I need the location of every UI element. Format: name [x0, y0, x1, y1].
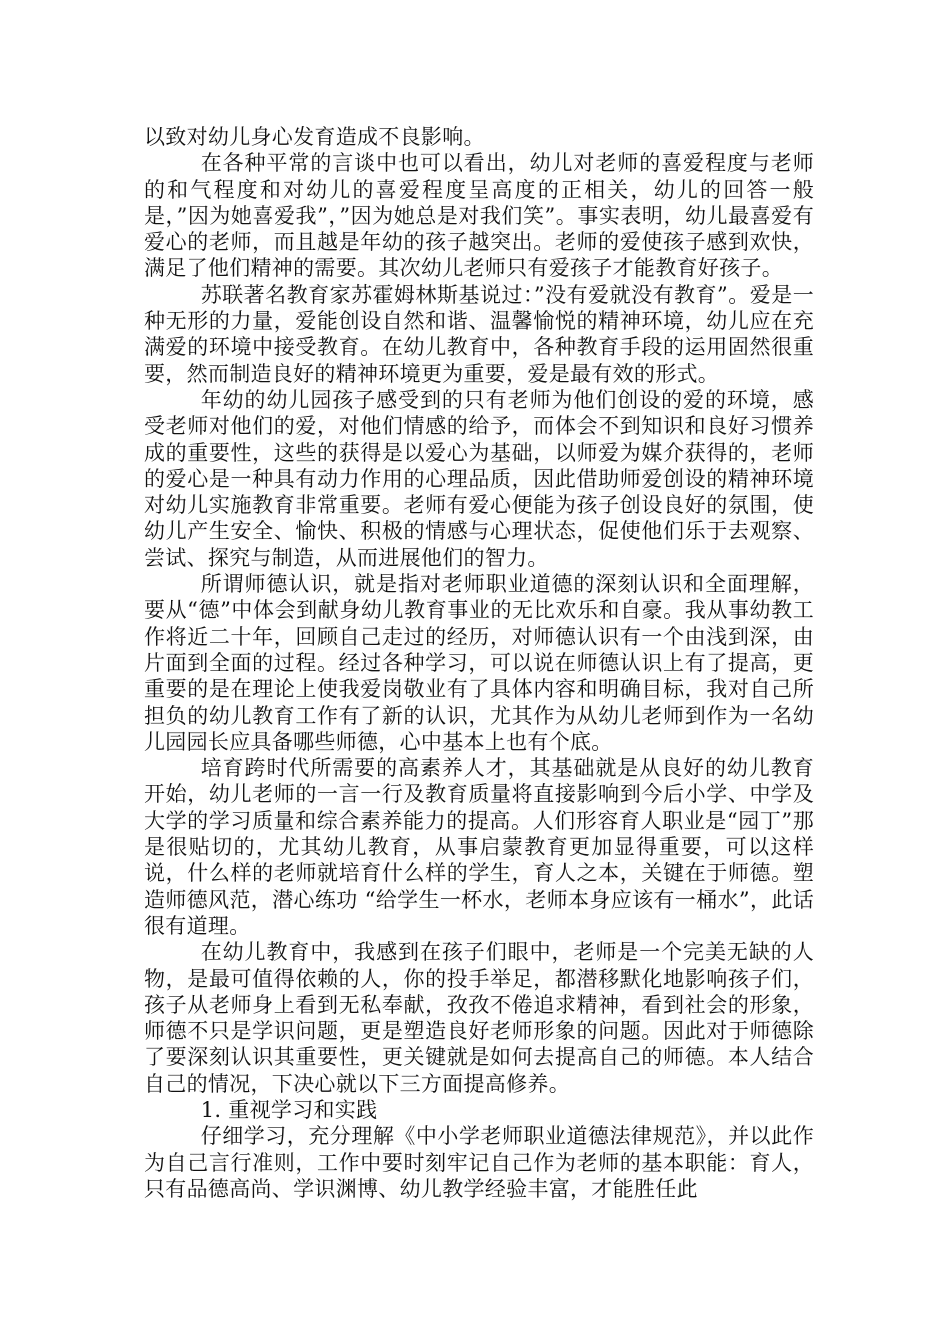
section-heading: 1. 重视学习和实践 — [200, 1097, 378, 1122]
paragraph-1: 以致对幼儿身心发育造成不良影响。 — [144, 125, 485, 149]
document-page — [144, 124, 814, 1202]
paragraph-2: 在各种平常的言谈中也可以看出，幼儿对老师的喜爱程度与老师的和气程度和对幼儿的喜爱程度呈高度的正相关，幼儿的回答一般是，”因为她喜爱我”，”因为她总是对我们笑”。事实表明，幼儿最喜爱有爱心的老师，而且越是年幼的孩子越突出。老师的爱使孩子感到欢快，满足了他们精神的需要。其次幼儿老师只有爱孩子才能教育好孩子。 — [144, 151, 814, 281]
paragraph-3: 苏联著名教育家苏霍姆林斯基说过：”没有爱就没有教育”。爱是一种无形的力量，爱能创设自然和谐、温馨愉悦的精神环境，幼儿应在充满爱的环境中接受教育。在幼儿教育中，各种教育手段的运用固然很重要，然而制造良好的精神环境更为重要，爱是最有效的形式。 — [144, 282, 814, 386]
paragraph-8: 仔细学习，充分理解《中小学老师职业道德法律规范》，并以此作为自己言行准则，工作中要时刻牢记自己作为老师的基本职能：育人，只有品德高尚、学识渊博、幼儿教学经验丰富，才能胜任此 — [144, 1124, 814, 1201]
paragraph-6: 培育跨时代所需要的高素养人才，其基础就是从良好的幼儿教育开始，幼儿老师的一言一行及教育质量将直接影响到今后小学、中学及大学的学习质量和综合素养能力的提高。人们形容育人职业是“园丁”那是很贴切的，尤其幼儿教育，从事启蒙教育更加显得重要，可以这样说，什么样的老师就培育什么样的学生，育人之本，关键在于师德。塑造师德风范，潜心练功 “给学生一杯水，老师本身应该有一桶水”，此话很有道理。 — [144, 756, 814, 938]
paragraph-5: 所谓师德认识，就是指对老师职业道德的深刻认识和全面理解，要从“德”中体会到献身幼儿教育事业的无比欢乐和自豪。我从事幼教工作将近二十年，回顾自己走过的经历，对师德认识有一个由浅到深，由片面到全面的过程。经过各种学习，可以说在师德认识上有了提高，更重要的是在理论上使我爱岗敬业有了具体内容和明确目标，我对自己所担负的幼儿教育工作有了新的认识，尤其作为从幼儿老师到作为一名幼儿园园长应具备哪些师德，心中基本上也有个底。 — [144, 572, 814, 754]
paragraph-7: 在幼儿教育中，我感到在孩子们眼中，老师是一个完美无缺的人物，是最可值得依赖的人，你的投手举足，都潜移默化地影响孩子们，孩子从老师身上看到无私奉献，孜孜不倦追求精神，看到社会的形象，师德不只是学识问题，更是塑造良好老师形象的问题。因此对于师德除了要深刻认识其重要性，更关键就是如何去提高自己的师德。本人结合自己的情况，下决心就以下三方面提高修养。 — [144, 940, 814, 1096]
paragraph-4: 年幼的幼儿园孩子感受到的只有老师为他们创设的爱的环境，感受老师对他们的爱，对他们情感的给予，而体会不到知识和良好习惯养成的重要性，这些的获得是以爱心为基础，以师爱为媒介获得的，老师的爱心是一种具有动力作用的心理品质，因此借助师爱创设的精神环境对幼儿实施教育非常重要。老师有爱心便能为孩子创设良好的氛围，使幼儿产生安全、愉快、积极的情感与心理状态，促使他们乐于去观察、尝试、探究与制造，从而进展他们的智力。 — [144, 387, 814, 570]
